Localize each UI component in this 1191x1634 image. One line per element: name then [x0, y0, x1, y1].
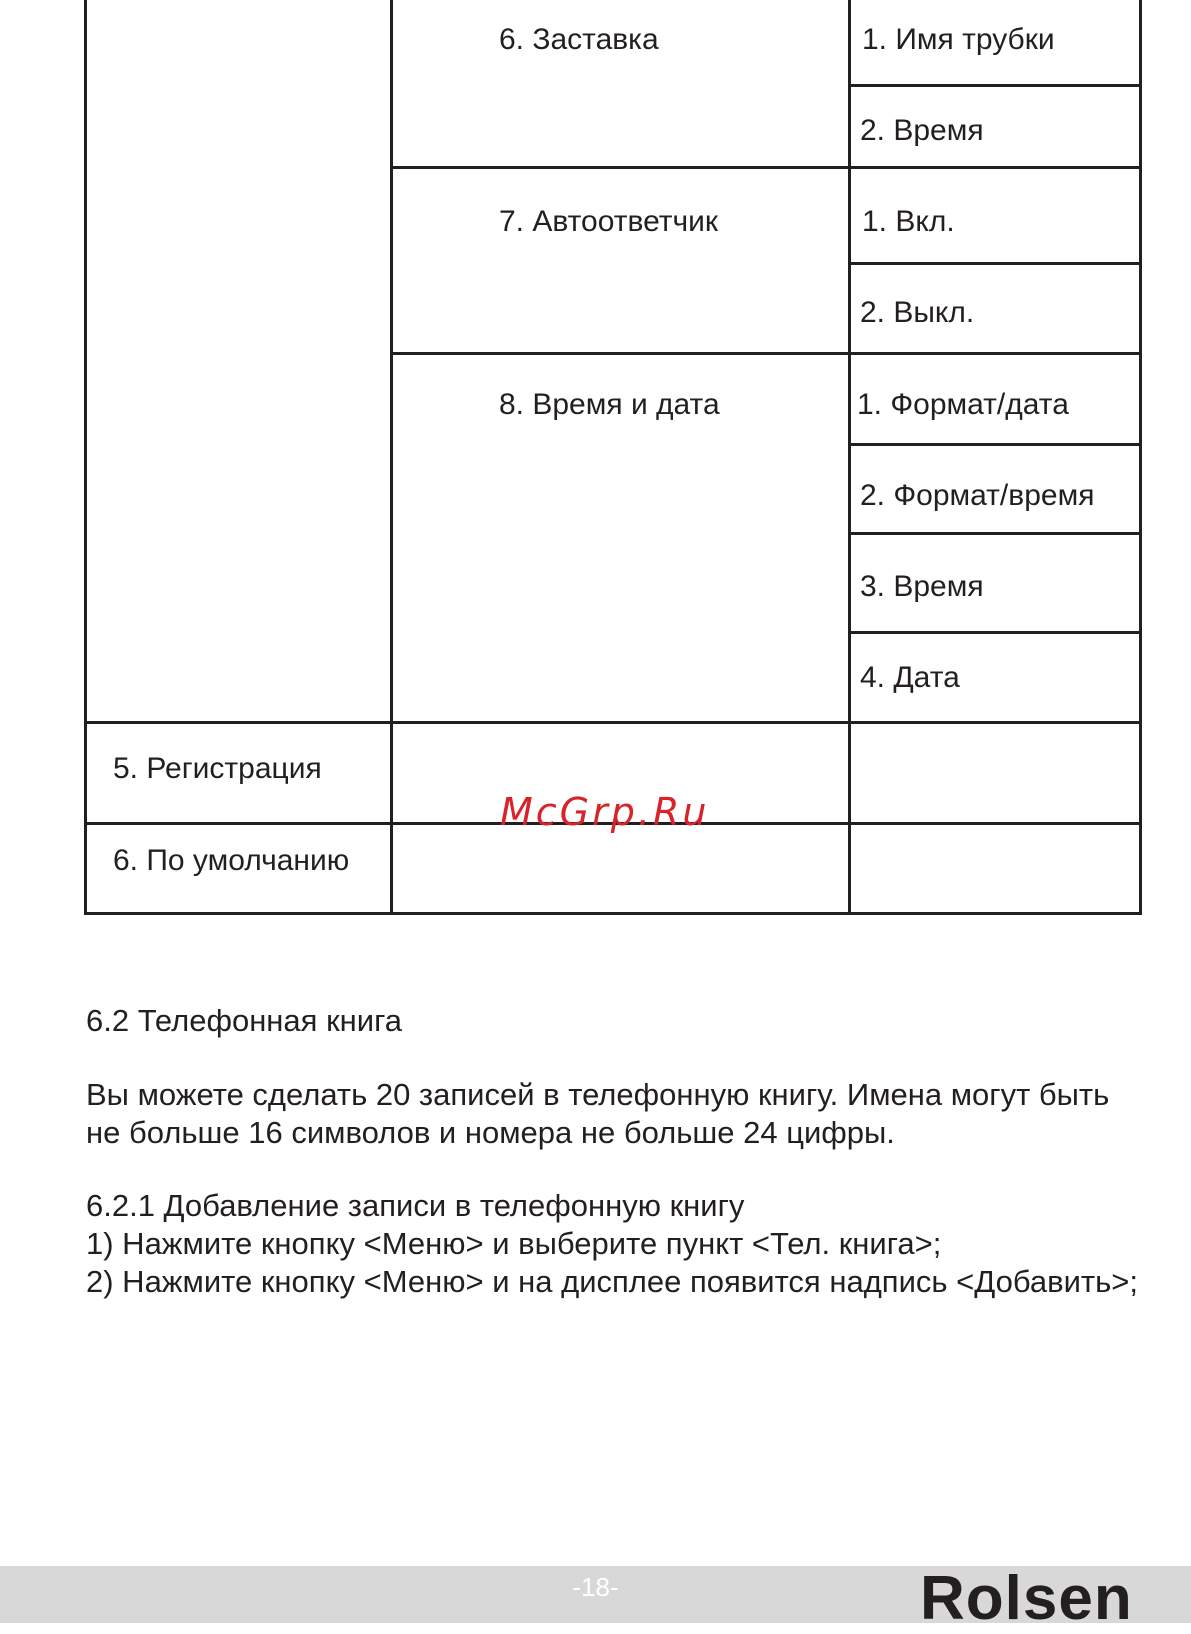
table-border-right — [1139, 0, 1142, 915]
table-divider — [848, 532, 1142, 535]
brand-logo: Rolsen — [920, 1564, 1133, 1633]
intro-paragraph-line2: не больше 16 символов и номера не больше 24 цифры. — [86, 1115, 895, 1150]
submenu-item-off: 2. Выкл. — [860, 296, 975, 329]
table-border-left — [84, 0, 87, 915]
table-divider — [848, 631, 1142, 634]
menu-item-screensaver: 6. Заставка — [499, 23, 659, 56]
intro-paragraph-line1: Вы можете сделать 20 записей в телефонную книгу. Имена могут быть — [86, 1077, 1110, 1112]
menu-item-registration: 5. Регистрация — [113, 752, 322, 785]
submenu-item-handset-name: 1. Имя трубки — [862, 23, 1055, 56]
menu-item-default-settings: 6. По умолчанию — [113, 844, 350, 877]
page-number: -18- — [572, 1572, 619, 1602]
table-divider — [84, 721, 1142, 724]
submenu-item-date-format: 1. Формат/дата — [857, 388, 1069, 421]
instruction-step-1: 1) Нажмите кнопку <Меню> и выберите пункт <Тел. книга>; — [86, 1226, 942, 1261]
watermark: McGrp.Ru — [500, 790, 710, 834]
section-heading: 6.2 Телефонная книга — [86, 1003, 402, 1038]
menu-item-answering-machine: 7. Автоответчик — [499, 205, 719, 238]
table-divider-col2 — [848, 0, 851, 915]
submenu-item-time: 2. Время — [860, 114, 984, 147]
submenu-item-set-time: 3. Время — [860, 570, 984, 603]
submenu-item-on: 1. Вкл. — [862, 205, 955, 238]
menu-item-time-date: 8. Время и дата — [499, 388, 720, 421]
table-divider-col1 — [390, 0, 393, 915]
table-border-bottom — [84, 912, 1142, 915]
submenu-item-set-date: 4. Дата — [860, 661, 960, 694]
table-divider — [390, 352, 1142, 355]
submenu-item-time-format: 2. Формат/время — [860, 479, 1095, 512]
subsection-heading: 6.2.1 Добавление записи в телефонную книгу — [86, 1188, 745, 1223]
table-divider — [848, 443, 1142, 446]
table-divider — [848, 262, 1142, 265]
table-divider — [390, 166, 1142, 169]
instruction-step-2: 2) Нажмите кнопку <Меню> и на дисплее появится надпись <Добавить>; — [86, 1264, 1138, 1299]
table-divider — [848, 84, 1142, 87]
